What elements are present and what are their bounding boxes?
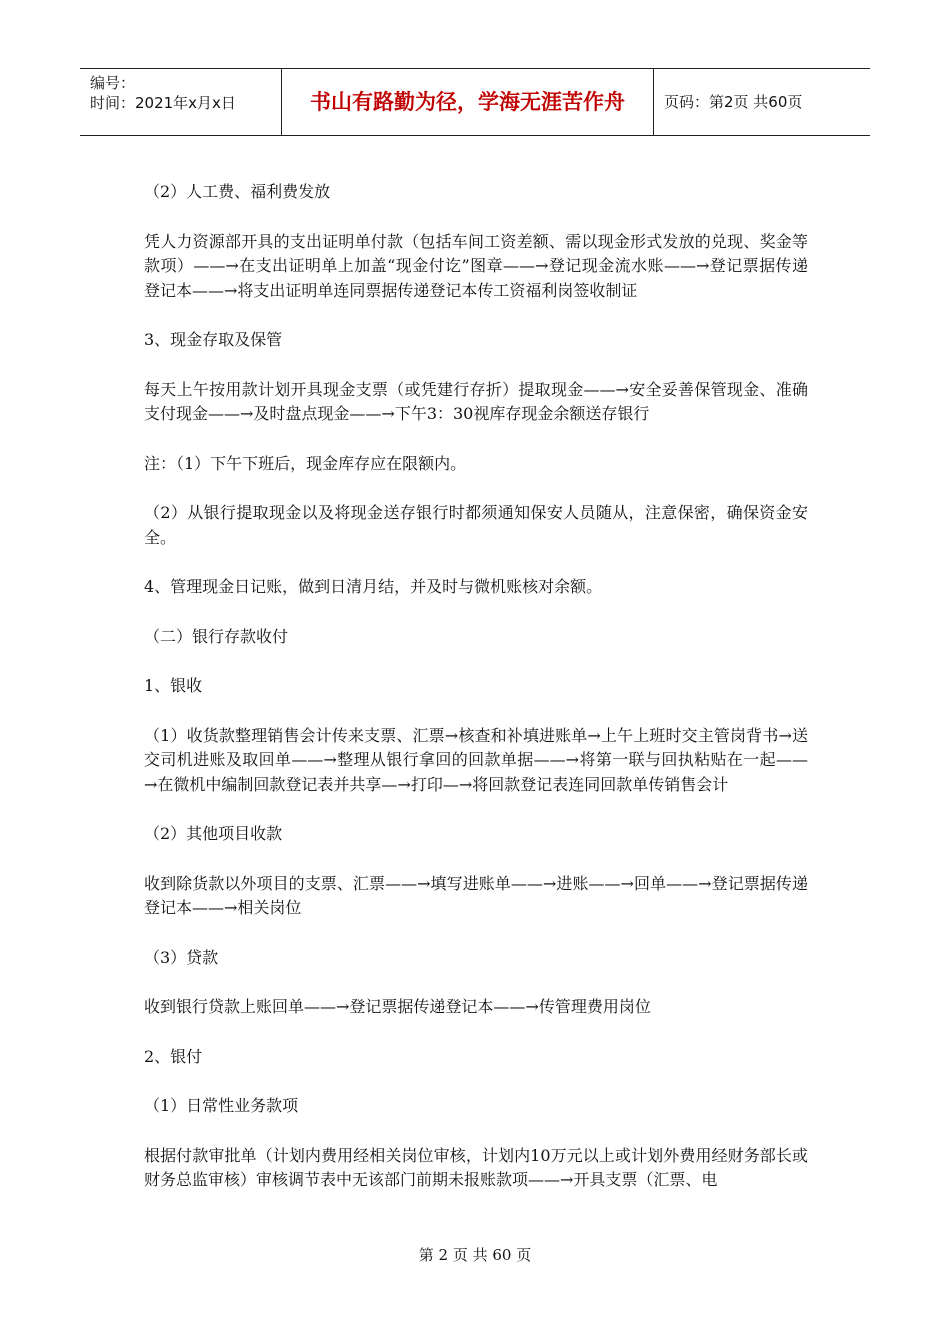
header-motto: 书山有路勤为径，学海无涯苦作舟 xyxy=(282,69,654,135)
subsection-heading: （2）其他项目收款 xyxy=(144,824,283,843)
header-info-cell xyxy=(80,69,282,135)
note: （2）从银行提取现金以及将现金送存银行时都须通知保安人员随从，注意保密，确保资金安全。 xyxy=(144,503,808,547)
paragraph: （2）人工费、福利费发放 xyxy=(144,182,331,201)
page-footer: 第 2 页 共 60 页 xyxy=(418,1246,532,1264)
section-heading: 1、银收 xyxy=(144,676,203,695)
paragraph: 收到银行贷款上账回单——→登记票据传递登记本——→传管理费用岗位 xyxy=(144,997,651,1016)
header-number-label: 编号： xyxy=(90,74,136,92)
page-header xyxy=(80,68,870,136)
paragraph: 根据付款审批单（计划内费用经相关岗位审核，计划内10万元以上或计划外费用经财务部长或财务总监审核）审核调节表中无该部门前期未报账款项——→开具支票（汇票、电 xyxy=(144,1145,808,1189)
section-heading: 3、现金存取及保管 xyxy=(144,330,283,349)
paragraph: （1）收货款整理销售会计传来支票、汇票→核查和补填进账单→上午上班时交主管岗背书→送交司机进账及取回单——→整理从银行拿回的回款单据——→将第一联与回执粘贴在一起——→在微机中编制回款登记表并共享—→打印—→将回款登记表连同回款单传销售会计 xyxy=(144,725,808,794)
section-heading: （二）银行存款收付 xyxy=(144,626,289,646)
document-body xyxy=(144,180,808,1218)
subsection-heading: （1）日常性业务款项 xyxy=(144,1096,299,1115)
note: 注：（1）下午下班后，现金库存应在限额内。 xyxy=(144,453,467,473)
subsection-heading: （3）贷款 xyxy=(144,947,219,967)
header-time-label: 时间：2021年x月x日 xyxy=(90,94,236,112)
header-page-label: 页码：第2页 共60页 xyxy=(664,93,803,111)
paragraph: 每天上午按用款计划开具现金支票（或凭建行存折）提取现金——→安全妥善保管现金、准确支付现金——→及时盘点现金——→下午3：30视库存现金余额送存银行 xyxy=(144,379,808,423)
section-heading: 4、管理现金日记账，做到日清月结，并及时与微机账核对余额。 xyxy=(144,577,603,596)
paragraph: 收到除货款以外项目的支票、汇票——→填写进账单——→进账——→回单——→登记票据传递登记本——→相关岗位 xyxy=(144,873,808,917)
section-heading: 2、银付 xyxy=(144,1046,203,1066)
paragraph: 凭人力资源部开具的支出证明单付款（包括车间工资差额、需以现金形式发放的兑现、奖金等款项）——→在支出证明单上加盖“现金付讫”图章——→登记现金流水账——→登记票据传递登记本——→将支出证明单连同票据传递登记本传工资福利岗签收制证 xyxy=(144,231,808,300)
